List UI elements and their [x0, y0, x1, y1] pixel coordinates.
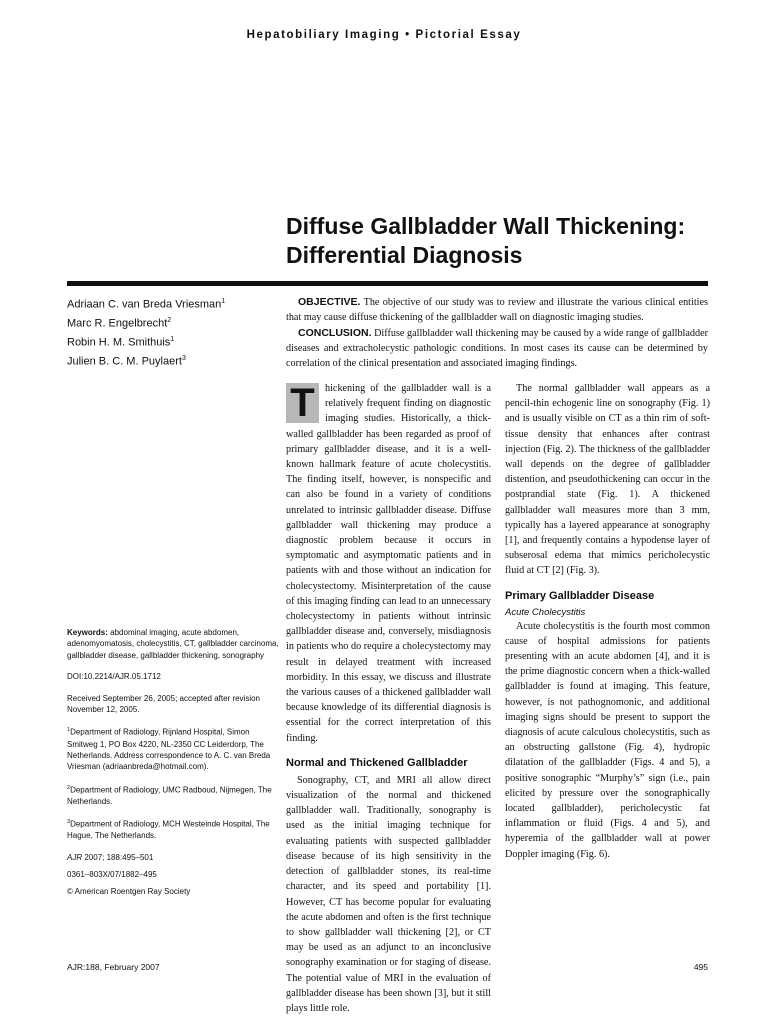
author: Robin H. M. Smithuis$^1$ — [67, 336, 175, 349]
article-title-line-2: Differential Diagnosis — [286, 242, 523, 268]
received-dates: Received September 26, 2005; accepted after revision November 12, 2005. — [67, 693, 261, 715]
author: Julien B. C. M. Puylaert$^3$ — [67, 355, 186, 369]
running-header: Hepatobiliary Imaging • Pictorial Essay — [246, 29, 522, 41]
body-column-right — [505, 381, 710, 862]
title-rule — [67, 281, 708, 286]
abstract-conclusion: CONCLUSION. Diffuse gallbladder wall thickening may be caused by a wide range of gallbladder diseases and extracholecystic pathologic conditions. In most cases its cause can be determined by correlation of the clinical presentation and associated imaging findings. — [286, 326, 708, 370]
abstract-objective: OBJECTIVE. The objective of our study was to review and illustrate the various clinical entities that may cause diffuse thickening of the gallbladder wall on diagnostic imaging studies. — [286, 296, 708, 324]
body-paragraph: Acute cholecystitis is the fourth most common cause of hospital admissions for patients presenting with an acute abdomen [4], and it is the prime diagnostic concern when a thick-walled gallbladder is found at imaging. This feature, however, is not pathognomonic, and additional imaging signs should be present to support the diagnosis of acute calculous cholecystitis, such as an obstructing gallstone (Fig. 4), hydropic dilatation of the gallbladder (Figs. 4 and 5), a positive sonographic “Murphy’s” sign (i.e., pain elicited by pressure over the sonographically located gallbladder), pericholecystic fat inflammation or fluid (Figs. 4 and 5), and hyperemia of the gallbladder wall at power Doppler imaging (Fig. 6). — [505, 620, 710, 860]
body-paragraph: The normal gallbladder wall appears as a pencil-thin echogenic line on sonography (Fig. 1) and is usually visible on CT as a thin rim of soft-tissue density that enhances after contrast injection (Fig. 2). The thickness of the gallbladder wall depends on the degree of gallbladder distention, and pseudothickening can occur in the postprandial state (Fig. 1). A thickened gallbladder wall measures more than 3 mm, typically has a layered appearance at sonography [1], and frequently contains a hypodense layer of subserosal edema that mimics pericholecystic fluid at CT [2] (Fig. 3). — [505, 383, 710, 577]
article-info-sidebar — [67, 627, 279, 904]
page-number: 495 — [693, 962, 708, 972]
issn: 0361–803X/07/1882–495 — [67, 870, 157, 880]
author-list — [67, 294, 277, 371]
article-title-line-1: Diffuse Gallbladder Wall Thickening: — [286, 213, 686, 239]
copyright: © American Roentgen Ray Society — [67, 887, 191, 897]
affiliation: $^2$Department of Radiology, UMC Radboud, Nijmegen, The Netherlands. — [67, 784, 272, 806]
intro-paragraph: T hickening of the gallbladder wall is a relatively frequent finding on diagnostic imaging studies. Historically, a thick-walled gallbladder has been regarded as proof of primary gallbladder disease, and it is a well-known hallmark feature of acute cholecystitis. The finding itself, however, is nonspecific and can also be found in a variety of conditions unrelated to intrinsic gallbladder disease. Diffuse gallbladder wall thickening may produce a diagnostic problem because it occurs in symptomatic and asymptomatic patients and in patients with and those without an indication for cholecystectomy. Misinterpretation of the cause of this imaging finding can lead to an unnecessary cholecystectomy in patients without intrinsic gallbladder disease and, conversely, misdiagnosis in patients who do require a cholecystectomy may result in delayed treatment with increased morbidity. In this essay, we discuss and illustrate the various causes of a thickened gallbladder wall because knowledge of its differential diagnosis is essential for the correct interpretation of this finding. — [286, 381, 491, 744]
conclusion-label: CONCLUSION. — [298, 326, 372, 339]
section-heading-normal-thickened: Normal and Thickened Gallbladder — [286, 756, 468, 769]
footer-journal: AJR:188, February 2007 — [67, 962, 160, 972]
section-heading-primary-gallbladder: Primary Gallbladder Disease — [505, 589, 655, 602]
affiliation: $^1$Department of Radiology, Rijnland Hospital, Simon Smitweg 1, PO Box 4220, NL-2350 CC Leiderdorp, The Netherlands. Address correspondence to A. C. van Breda Vriesman (adriaanbreda@hotmail.com). — [67, 727, 271, 772]
subsection-heading-acute-cholecystitis: Acute Cholecystitis — [505, 606, 586, 618]
body-paragraph: Sonography, CT, and MRI all allow direct visualization of the normal and thickened gallbladder wall. Traditionally, sonography is used as the initial imaging technique for evaluating patients with suspected gallbladder disease because of its high sensitivity in the detection of gallbladder stones, its real-time character, and its speed and portability [1]. However, CT has become popular for evaluating the acute abdomen and often is the first technique to show gallbladder wall thickening [2], or CT may be used as an adjunct to an inconclusive sonography examination or for staging of disease. The potential value of MRI in the evaluation of gallbladder disease has been shown [3], but it still plays little role. — [286, 774, 491, 1014]
body-column-left — [286, 381, 491, 1016]
article-title — [286, 212, 756, 270]
keywords: Keywords: abdominal imaging, acute abdomen, adenomyomatosis, cholecystitis, CT, gallbladder carcinoma, gallbladder disease, gallbladder thickening, sonography — [67, 628, 279, 660]
author: Adriaan C. van Breda Vriesman$^1$ — [67, 298, 226, 311]
drop-cap: T — [286, 383, 319, 423]
objective-label: OBJECTIVE. — [298, 296, 361, 308]
author: Marc R. Engelbrecht$^2$ — [67, 317, 172, 330]
citation: AJR 2007; 188:495–501 — [67, 852, 154, 862]
abstract — [286, 295, 708, 371]
affiliation: $^3$Department of Radiology, MCH Westeinde Hospital, The Hague, The Netherlands. — [67, 819, 270, 841]
doi: DOI:10.2214/AJR.05.1712 — [67, 672, 161, 682]
